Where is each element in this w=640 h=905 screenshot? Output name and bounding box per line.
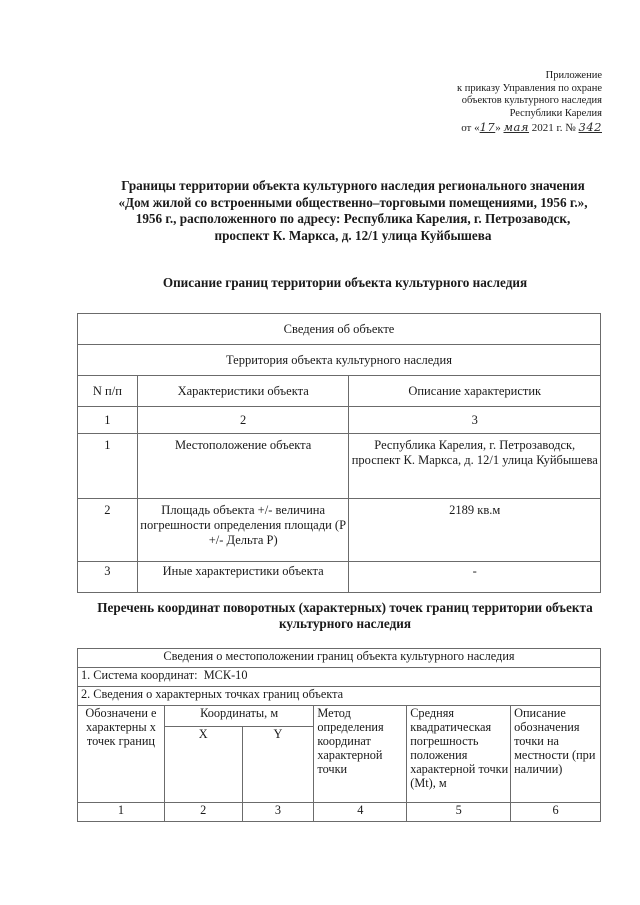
table1-col-desc: Описание характеристик: [349, 376, 601, 407]
table2-col-method: Метод определения координат характерной точки: [314, 706, 407, 803]
table2-index-cell: 3: [242, 803, 314, 822]
table1-col-char: Характеристики объекта: [137, 376, 349, 407]
annex-month: мая: [503, 120, 530, 134]
coordinate-system-value: МСК-10: [203, 668, 248, 682]
table-row: [78, 499, 601, 562]
annex-line-2: к приказу Управления по охране: [457, 82, 602, 94]
table1-col-num: N п/п: [78, 376, 138, 407]
table1-index-cell: 3: [349, 407, 601, 434]
annex-line-3: объектов культурного наследия: [461, 95, 602, 106]
points-info-label: 2. Сведения о характерных точках границ объекта: [78, 687, 601, 706]
table2-index-cell: 4: [314, 803, 407, 822]
table2-header: Сведения о местоположении границ объекта культурного наследия: [78, 649, 601, 668]
table2-col-desc: Описание обозначения точки на местности (при наличии): [511, 706, 601, 803]
table2-index-cell: 2: [164, 803, 242, 822]
table1-index-cell: 1: [78, 407, 138, 434]
row-number: 3: [78, 562, 138, 593]
row-number: 1: [78, 434, 138, 499]
table2-index-cell: 1: [78, 803, 165, 822]
section-2-title: Перечень координат поворотных (характерных) точек границ территории объекта культурного наследия: [97, 600, 593, 631]
annex-line-4: Республики Карелия: [509, 107, 602, 119]
row-characteristic: Площадь объекта +/- величина погрешности определения площади (Р +/- Дельта Р): [137, 499, 349, 562]
annex-number: 342: [578, 120, 602, 134]
row-description: Республика Карелия, г. Петрозаводск, проспект К. Маркса, д. 12/1 улица Куйбышева: [349, 434, 601, 499]
table2-index-cell: 5: [407, 803, 511, 822]
annex-date-number: от «17» мая 2021 г. № 342: [461, 120, 602, 134]
object-info-table: [77, 313, 601, 593]
annex-line-1: Приложение: [545, 70, 602, 81]
section-1-title: Описание границ территории объекта культурного наследия: [162, 275, 528, 290]
coordinate-system-label: 1. Система координат:: [81, 668, 198, 682]
table2-col-x: X: [164, 727, 242, 803]
table2-col-error: Средняя квадратическая погрешность положения характерной точки (Mt), м: [407, 706, 511, 803]
coordinate-system-row: [78, 668, 601, 687]
annex-day: 17: [479, 120, 496, 134]
table1-index-cell: 2: [137, 407, 349, 434]
row-characteristic: Местоположение объекта: [137, 434, 349, 499]
row-description: 2189 кв.м: [349, 499, 601, 562]
table2-col-designation: Обозначени е характерны х точек границ: [78, 706, 165, 803]
table-row: [78, 562, 601, 593]
table1-header-2: Территория объекта культурного наследия: [78, 345, 601, 376]
table1-header-1: Сведения об объекте: [78, 314, 601, 345]
document-title: Границы территории объекта культурного наследия регионального значения «Дом жилой со встроенными общественно–торговыми помещениями, 1956 г.», 1956 г., расположенного по адресу: Республика Карелия, г. Петрозаводск, проспект К. Маркса, д. 12/1 улица Куйбышева: [118, 178, 588, 243]
annex-header: [382, 70, 602, 135]
row-description: -: [349, 562, 601, 593]
table2-col-coords: Координаты, м: [164, 706, 314, 727]
table-row: [78, 434, 601, 499]
table2-index-cell: 6: [511, 803, 601, 822]
row-characteristic: Иные характеристики объекта: [137, 562, 349, 593]
coordinates-table: [77, 648, 601, 822]
table2-col-y: Y: [242, 727, 314, 803]
annex-year: 2021 г. №: [531, 122, 576, 134]
row-number: 2: [78, 499, 138, 562]
